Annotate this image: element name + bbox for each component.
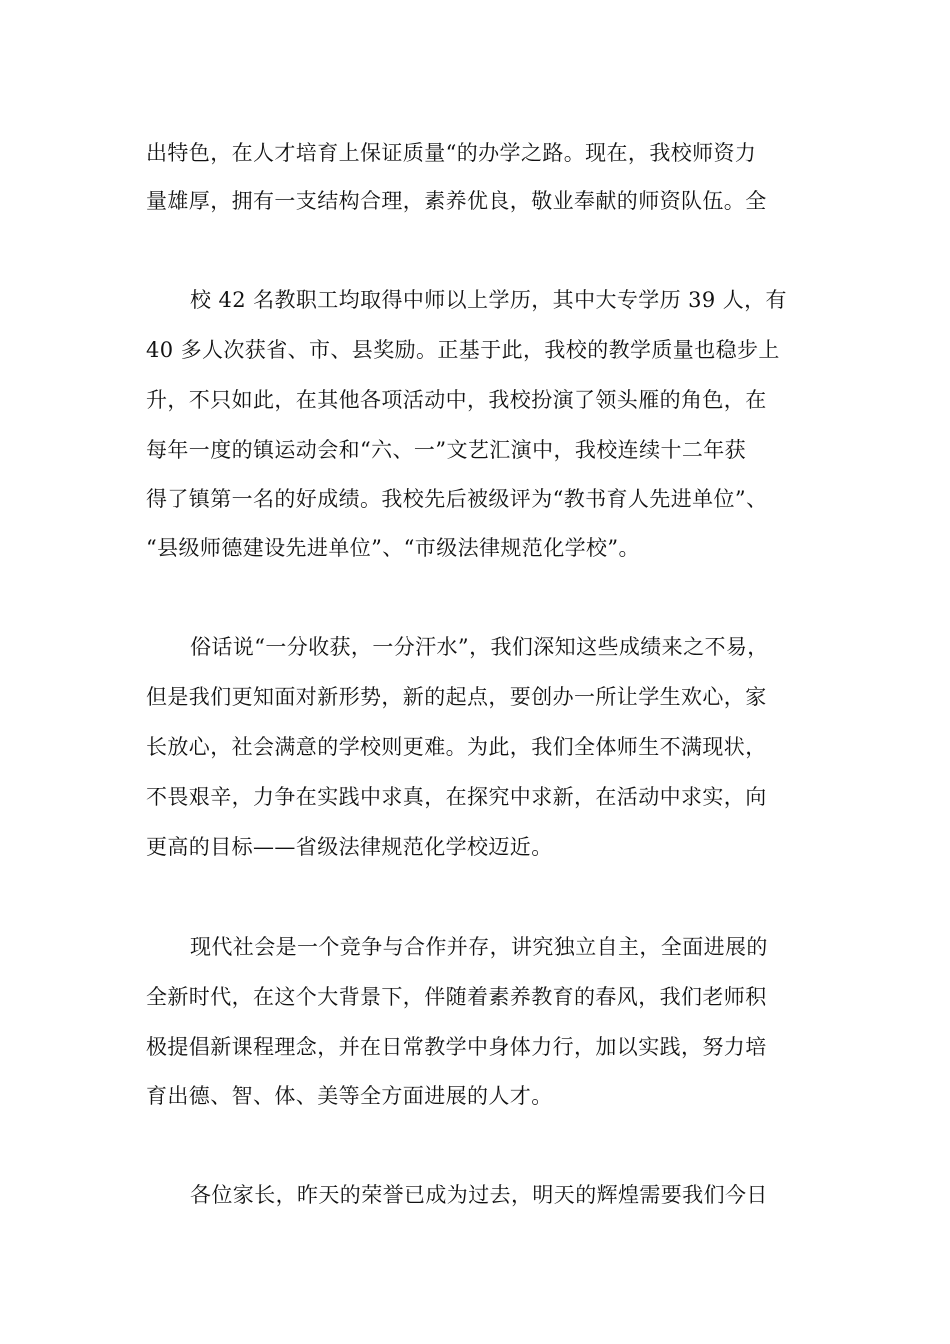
- paragraph-line: 育出德、智、体、美等全方面进展的人才。: [146, 1084, 553, 1108]
- paragraph-line: 升，不只如此，在其他各项活动中，我校扮演了领头雁的角色，在: [146, 388, 767, 412]
- paragraph-line: 校 42 名教职工均取得中师以上学历，其中大专学历 39 人，有: [190, 288, 787, 312]
- paragraph-line: 更高的目标——省级法律规范化学校迈近。: [146, 835, 553, 859]
- paragraph-line: 量雄厚，拥有一支结构合理，素养优良，敬业奉献的师资队伍。全: [146, 189, 767, 213]
- paragraph-line: “县级师德建设先进单位”、“市级法律规范化学校”。: [146, 536, 640, 560]
- paragraph-line: 但是我们更知面对新形势，新的起点，要创办一所让学生欢心，家: [146, 685, 767, 709]
- paragraph-line: 每年一度的镇运动会和“六、一”文艺汇演中，我校连续十二年获: [146, 438, 747, 462]
- paragraph-line: 40 多人次获省、市、县奖励。正基于此，我校的教学质量也稳步上: [146, 338, 780, 362]
- paragraph-line: 全新时代，在这个大背景下，伴随着素养教育的春风，我们老师积: [146, 985, 767, 1009]
- paragraph-line: 各位家长，昨天的荣誉已成为过去，明天的辉煌需要我们今日: [190, 1183, 768, 1207]
- paragraph-line: 出特色，在人才培育上保证质量“的办学之路。现在，我校师资力: [146, 141, 757, 165]
- paragraph-line: 得了镇第一名的好成绩。我校先后被级评为“教书育人先进单位”、: [146, 487, 768, 511]
- paragraph-line: 不畏艰辛，力争在实践中求真，在探究中求新，在活动中求实，向: [146, 785, 767, 809]
- paragraph-line: 俗话说“一分收获，一分汗水”，我们深知这些成绩来之不易，: [190, 635, 769, 659]
- paragraph-line: 极提倡新课程理念，并在日常教学中身体力行，加以实践，努力培: [146, 1035, 767, 1059]
- paragraph-line: 长放心，社会满意的学校则更难。为此，我们全体师生不满现状，: [146, 735, 767, 759]
- paragraph-line: 现代社会是一个竞争与合作并存，讲究独立自主，全面进展的: [190, 935, 768, 959]
